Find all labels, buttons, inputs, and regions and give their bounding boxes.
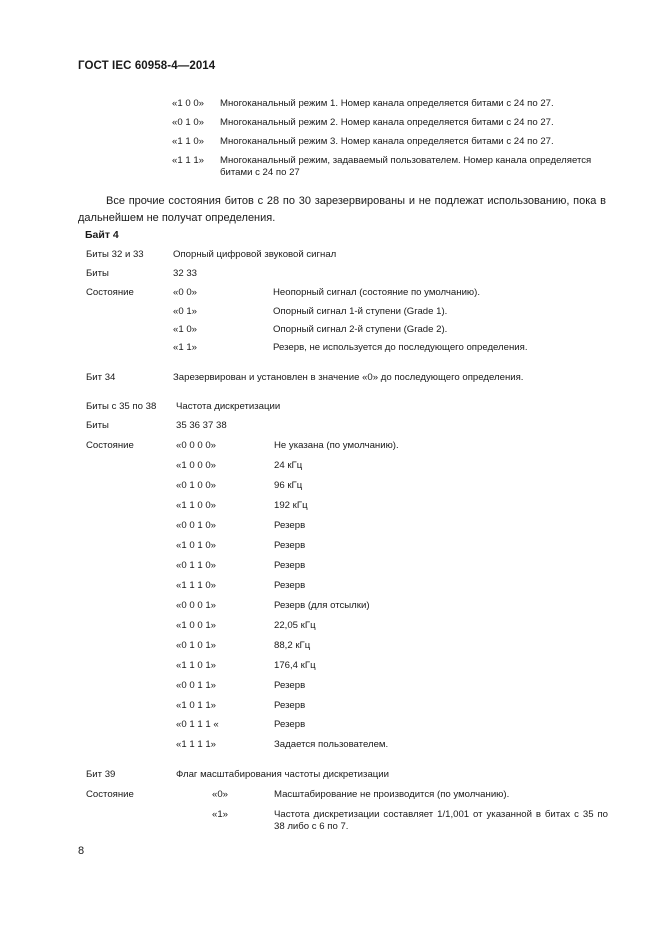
state-desc: Многоканальный режим 1. Номер канала определяется битами с 24 по 27.	[220, 98, 554, 109]
state-code: «0 0 0 1»	[176, 600, 217, 611]
state-desc: Масштабирование не производится (по умолчанию).	[274, 789, 510, 800]
state-desc: Резерв (для отсылки)	[274, 600, 370, 611]
state-code: «1 1 1»	[172, 155, 205, 166]
field-label: Биты 32 и 33	[86, 249, 144, 260]
state-label: Состояние	[86, 789, 134, 800]
state-desc: Резерв	[274, 700, 306, 711]
state-desc: Опорный сигнал 1-й ступени (Grade 1).	[273, 306, 448, 317]
field-label: Бит 39	[86, 769, 116, 780]
bits-value: 35 36 37 38	[176, 420, 227, 431]
state-code: «1 1 0 0»	[176, 500, 217, 511]
state-desc: 192 кГц	[274, 500, 308, 511]
state-desc: Неопорный сигнал (состояние по умолчанию).	[273, 287, 480, 298]
state-desc: Частота дискретизации составляет 1/1,001 от указанной в битах с 35 по 38 либо с 6 по 7.	[274, 809, 608, 832]
state-desc: 24 кГц	[274, 460, 303, 471]
state-code: «0 1 0 1»	[176, 640, 217, 651]
state-label: Состояние	[86, 287, 134, 298]
state-code: «0 0»	[173, 287, 198, 298]
state-code: «1 1»	[173, 342, 198, 353]
field-label: Бит 34	[86, 372, 116, 383]
state-desc: Многоканальный режим, задаваемый пользователем. Номер канала определяется битами с 24 по 27	[220, 155, 592, 178]
state-code: «1 1 1 1»	[176, 739, 217, 750]
state-code: «1 0 1 1»	[176, 700, 217, 711]
state-code: «0 1 0 0»	[176, 480, 217, 491]
field-title: Опорный цифровой звуковой сигнал	[173, 249, 337, 260]
state-desc: Многоканальный режим 2. Номер канала определяется битами с 24 по 27.	[220, 117, 554, 128]
state-code: «0 0 0 0»	[176, 440, 217, 451]
field-label: Биты с 35 по 38	[86, 401, 157, 412]
state-desc: Задается пользователем.	[274, 739, 389, 750]
state-code: «0 1»	[173, 306, 198, 317]
state-desc: Резерв	[274, 680, 306, 691]
bits-label: Биты	[86, 268, 109, 279]
state-desc: 96 кГц	[274, 480, 303, 491]
bits-value: 32 33	[173, 268, 198, 279]
state-code: «0 0 1 0»	[176, 520, 217, 531]
state-desc: 176,4 кГц	[274, 660, 316, 671]
state-desc: Не указана (по умолчанию).	[274, 440, 399, 451]
state-desc: Резерв	[274, 719, 306, 730]
state-desc: Многоканальный режим 3. Номер канала определяется битами с 24 по 27.	[220, 136, 554, 147]
state-code: «1 0 0»	[172, 98, 205, 109]
state-desc: 22,05 кГц	[274, 620, 316, 631]
state-code: «0 0 1 1»	[176, 680, 217, 691]
state-code: «0 1 0»	[172, 117, 205, 128]
state-code: «0 1 1 1 «	[176, 719, 219, 730]
state-code: «1 0 0 0»	[176, 460, 217, 471]
state-desc: Резерв	[274, 540, 306, 551]
state-desc: Резерв	[274, 560, 306, 571]
state-code: «1 1 0»	[172, 136, 205, 147]
state-desc: Опорный сигнал 2-й ступени (Grade 2).	[273, 324, 448, 335]
state-desc: Резерв, не используется до последующего определения.	[273, 342, 528, 353]
state-desc: 88,2 кГц	[274, 640, 311, 651]
section-heading: Байт 4	[85, 229, 119, 241]
state-code: «1 1 0 1»	[176, 660, 217, 671]
state-code: «1»	[212, 809, 229, 820]
state-code: «0 1 1 0»	[176, 560, 217, 571]
document-header: ГОСТ IEC 60958-4—2014	[78, 60, 216, 72]
field-title: Частота дискретизации	[176, 401, 281, 412]
state-code: «1 1 1 0»	[176, 580, 217, 591]
state-label: Состояние	[86, 440, 134, 451]
state-code: «1 0 0 1»	[176, 620, 217, 631]
state-code: «0»	[212, 789, 229, 800]
reserved-bits-paragraph: Все прочие состояния битов с 28 по 30 зарезервированы и не подлежат использованию, пока в дальнейшем не получат определения.	[78, 195, 606, 224]
state-desc: Резерв	[274, 580, 306, 591]
field-desc: Зарезервирован и установлен в значение «0» до последующего определения.	[173, 372, 524, 383]
state-code: «1 0 1 0»	[176, 540, 217, 551]
state-desc: Резерв	[274, 520, 306, 531]
bits-label: Биты	[86, 420, 109, 431]
page-number: 8	[78, 845, 85, 857]
state-code: «1 0»	[173, 324, 198, 335]
field-title: Флаг масштабирования частоты дискретизации	[176, 769, 389, 780]
